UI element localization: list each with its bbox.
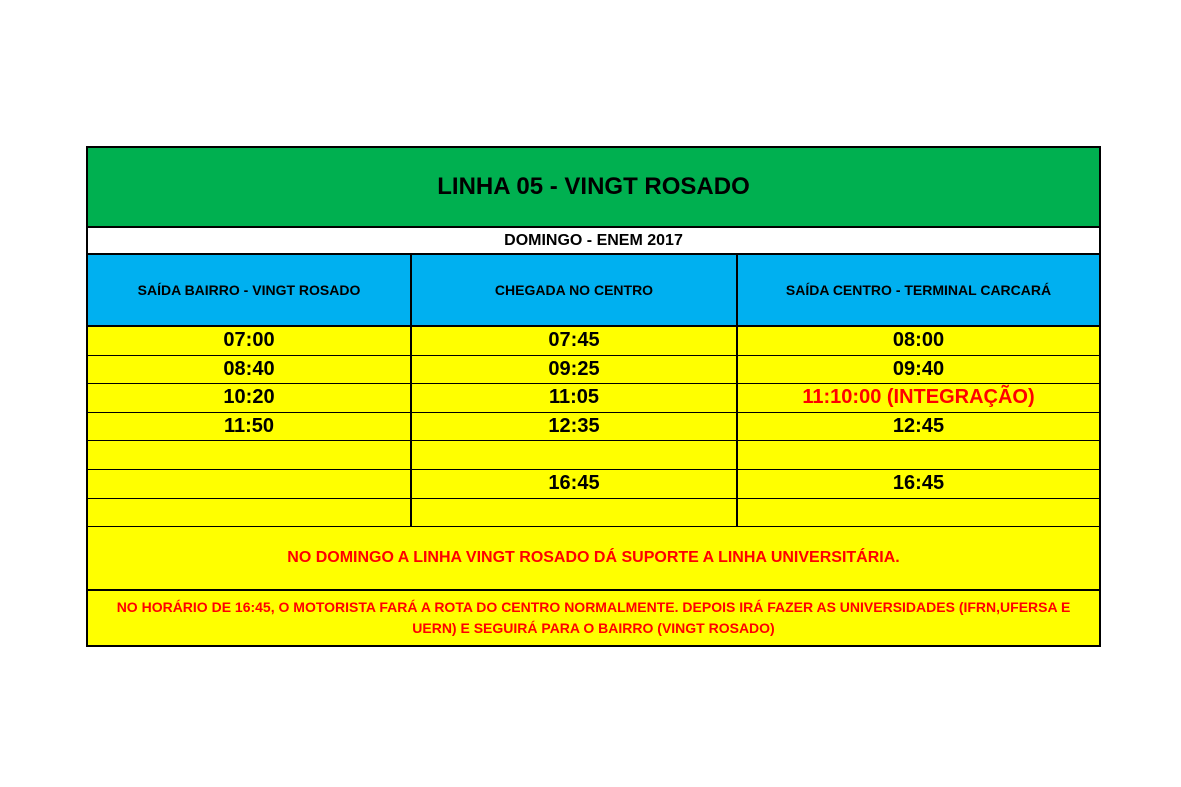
schedule-subtitle: DOMINGO - ENEM 2017 bbox=[88, 228, 1099, 255]
table-cell: 16:45 bbox=[412, 470, 738, 499]
table-cell: 09:25 bbox=[412, 356, 738, 385]
table-cell: 07:00 bbox=[88, 327, 412, 356]
table-cell: 07:45 bbox=[412, 327, 738, 356]
schedule-table bbox=[86, 146, 1101, 647]
table-cell bbox=[412, 499, 738, 528]
table-cell bbox=[738, 441, 1099, 470]
note-sunday-support: NO DOMINGO A LINHA VINGT ROSADO DÁ SUPORTE A LINHA UNIVERSITÁRIA. bbox=[88, 527, 1099, 591]
integration-time-cell: 11:10:00 (INTEGRAÇÃO) bbox=[738, 384, 1099, 413]
table-cell: 12:35 bbox=[412, 413, 738, 442]
note-route-1645: NO HORÁRIO DE 16:45, O MOTORISTA FARÁ A ROTA DO CENTRO NORMALMENTE. DEPOIS IRÁ FAZER AS UNIVERSIDADES (IFRN,UFERSA E UERN) E SEGUIRÁ PARA O BAIRRO (VINGT ROSADO) bbox=[88, 591, 1099, 645]
table-cell bbox=[88, 441, 412, 470]
table-cell: 10:20 bbox=[88, 384, 412, 413]
table-cell bbox=[412, 441, 738, 470]
table-cell: 12:45 bbox=[738, 413, 1099, 442]
column-header-departure-neighborhood: SAÍDA BAIRRO - VINGT ROSADO bbox=[88, 255, 412, 327]
table-cell: 09:40 bbox=[738, 356, 1099, 385]
schedule-title: LINHA 05 - VINGT ROSADO bbox=[88, 148, 1099, 228]
schedule-grid bbox=[88, 255, 1099, 527]
table-cell bbox=[88, 470, 412, 499]
table-cell: 11:05 bbox=[412, 384, 738, 413]
table-cell: 08:40 bbox=[88, 356, 412, 385]
column-header-departure-terminal: SAÍDA CENTRO - TERMINAL CARCARÁ bbox=[738, 255, 1099, 327]
column-header-arrival-center: CHEGADA NO CENTRO bbox=[412, 255, 738, 327]
table-cell: 08:00 bbox=[738, 327, 1099, 356]
table-cell: 11:50 bbox=[88, 413, 412, 442]
table-cell bbox=[738, 499, 1099, 528]
table-cell: 16:45 bbox=[738, 470, 1099, 499]
table-cell bbox=[88, 499, 412, 528]
